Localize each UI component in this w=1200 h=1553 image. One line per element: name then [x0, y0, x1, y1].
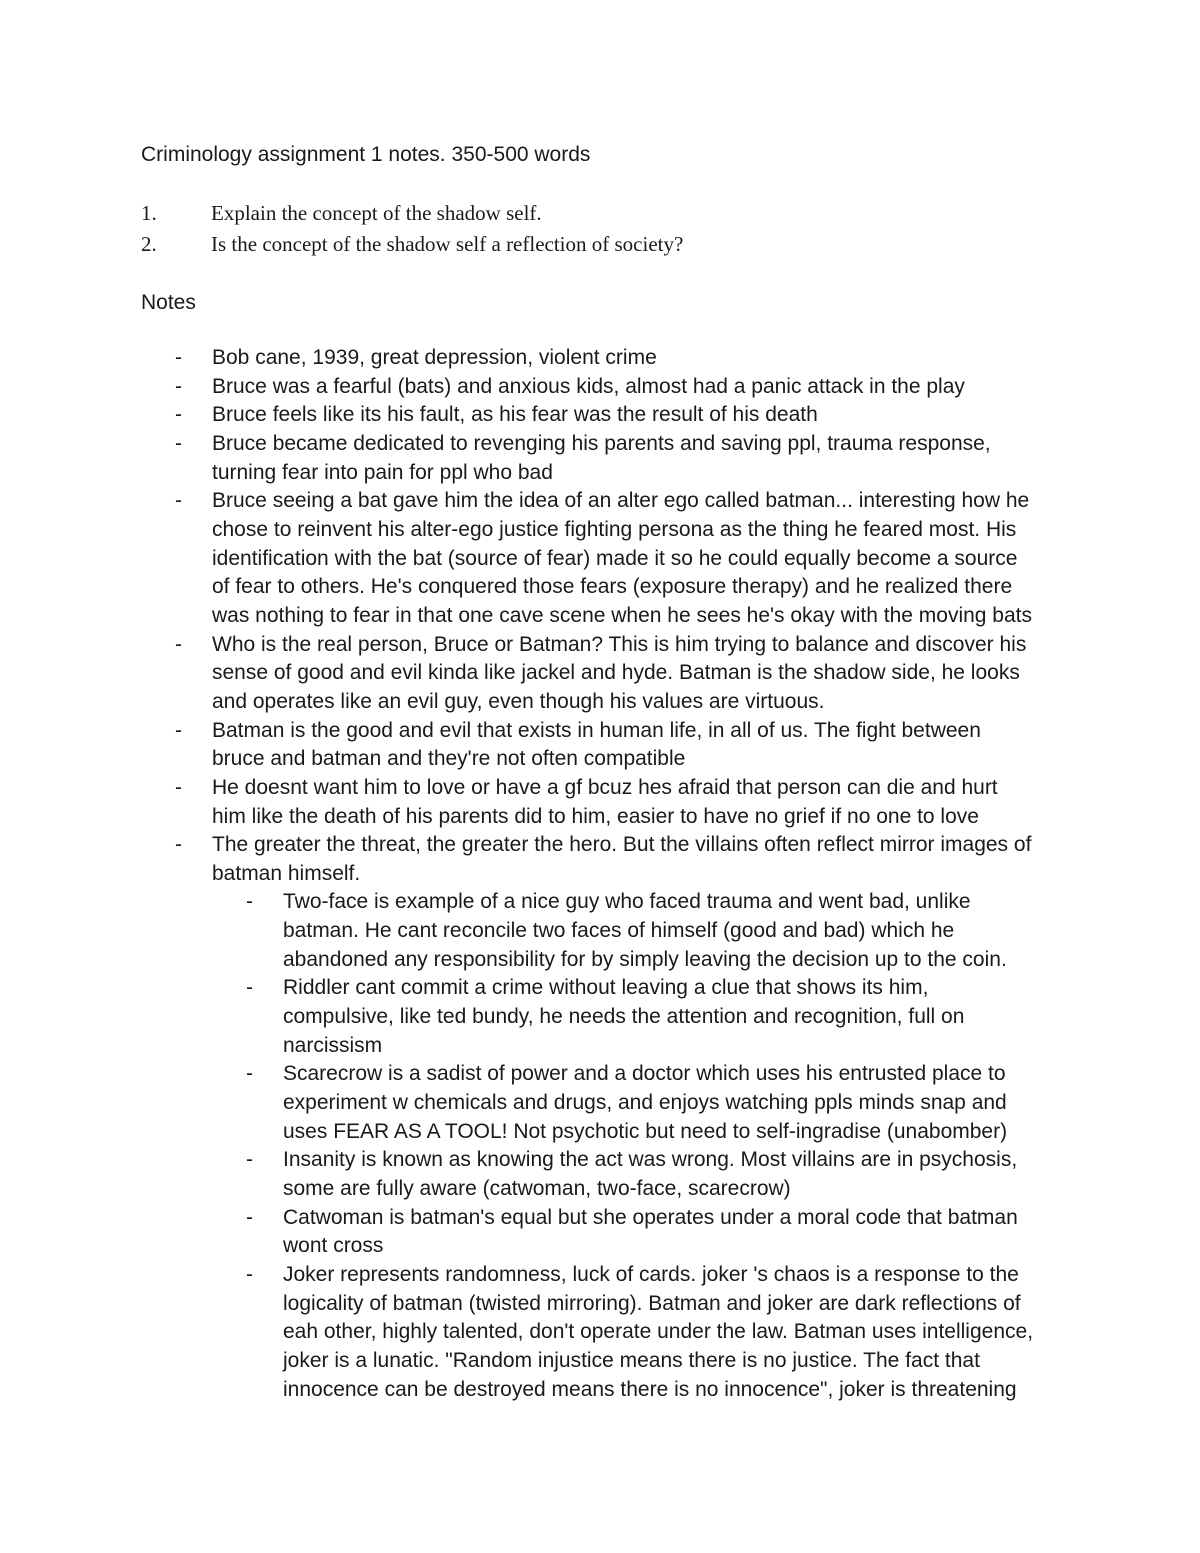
note-text-line: batman himself.: [212, 861, 361, 885]
note-text-line: some are fully aware (catwoman, two-face, scarecrow): [283, 1177, 791, 1201]
question-number: 2.: [141, 232, 157, 256]
bullet-dash: -: [175, 374, 182, 398]
note-text-line: sense of good and evil kinda like jackel and hyde. Batman is the shadow side, he looks: [212, 661, 1020, 685]
note-text-line: Batman is the good and evil that exists in human life, in all of us. The fight between: [212, 718, 981, 742]
sub-note-item: [141, 1060, 1071, 1146]
bullet-dash: -: [175, 775, 182, 799]
bullet-dash: -: [246, 1205, 253, 1229]
bullet-dash: -: [175, 632, 182, 656]
question-item: [141, 229, 1101, 260]
note-text-line: Bruce feels like its his fault, as his fear was the result of his death: [212, 403, 818, 427]
note-text-line: experiment w chemicals and drugs, and enjoys watching ppls minds snap and: [283, 1091, 1007, 1115]
note-text-line: and operates like an evil guy, even though his values are virtuous.: [212, 689, 825, 713]
sub-note-item: [141, 888, 1071, 974]
note-text-line: joker is a lunatic. "Random injustice means there is no justice. The fact that: [283, 1348, 980, 1372]
note-text-line: of fear to others. He's conquered those fears (exposure therapy) and he realized there: [212, 575, 1013, 599]
note-text-line: wont cross: [283, 1234, 384, 1258]
note-text-line: Bruce became dedicated to revenging his parents and saving ppl, trauma response,: [212, 431, 991, 455]
sub-note-item: [141, 1146, 1071, 1203]
sub-note-item: [141, 1204, 1071, 1261]
question-list: [141, 198, 1101, 260]
note-text-line: was nothing to fear in that one cave scene when he sees he's okay with the moving bats: [212, 603, 1033, 627]
note-text-line: abandoned any responsibility for by simply leaving the decision up to the coin.: [283, 947, 1007, 971]
note-text-line: Scarecrow is a sadist of power and a doctor which uses his entrusted place to: [283, 1062, 1006, 1086]
bullet-dash: -: [175, 718, 182, 742]
notes-list: [141, 344, 1071, 1404]
bullet-dash: -: [246, 1062, 253, 1086]
note-text-line: Joker represents randomness, luck of cards. joker 's chaos is a response to the: [283, 1263, 1019, 1286]
note-text-line: logicality of batman (twisted mirroring). Batman and joker are dark reflections of: [283, 1291, 1021, 1315]
note-item: [141, 487, 1071, 630]
note-text-line: Insanity is known as knowing the act was wrong. Most villains are in psychosis,: [283, 1148, 1018, 1172]
note-text-line: identification with the bat (source of fear) made it so he could equally become a source: [212, 546, 1018, 570]
note-text-line: him like the death of his parents did to him, easier to have no grief if no one to love: [212, 804, 979, 828]
note-text-line: narcissism: [283, 1033, 383, 1057]
note-text-line: turning fear into pain for ppl who bad: [212, 460, 553, 484]
note-text-line: Riddler cant commit a crime without leaving a clue that shows its him,: [283, 976, 929, 1000]
question-item: [141, 198, 1101, 229]
note-text-line: chose to reinvent his alter-ego justice fighting persona as the thing he feared most. His: [212, 517, 1017, 541]
note-text-line: He doesnt want him to love or have a gf bcuz hes afraid that person can die and hurt: [212, 775, 998, 799]
notes-heading: Notes: [141, 291, 196, 314]
note-item: [141, 717, 1071, 774]
note-text-line: Bruce was a fearful (bats) and anxious kids, almost had a panic attack in the play: [212, 374, 965, 398]
bullet-dash: -: [246, 976, 253, 1000]
bullet-dash: -: [246, 1263, 253, 1286]
bullet-dash: -: [175, 346, 182, 369]
note-text-line: bruce and batman and they're not often compatible: [212, 747, 686, 771]
bullet-dash: -: [246, 890, 253, 914]
question-number: 1.: [141, 201, 157, 225]
sub-note-item: [141, 974, 1071, 1060]
note-text-line: innocence can be destroyed means there is no innocence", joker is threatening: [283, 1377, 1017, 1401]
bullet-dash: -: [175, 489, 182, 513]
bullet-dash: -: [175, 833, 182, 857]
note-text-line: Who is the real person, Bruce or Batman? This is him trying to balance and discover his: [212, 632, 1027, 656]
question-text: Explain the concept of the shadow self.: [211, 201, 542, 225]
bullet-dash: -: [175, 431, 182, 455]
note-item: [141, 774, 1071, 831]
note-item: [141, 430, 1071, 487]
note-item: [141, 631, 1071, 717]
note-text-line: Bruce seeing a bat gave him the idea of an alter ego called batman... interesting how he: [212, 489, 1030, 513]
note-item: [141, 373, 1071, 402]
bullet-dash: -: [246, 1148, 253, 1172]
document-title: Criminology assignment 1 notes. 350-500 words: [141, 143, 591, 166]
note-item: [141, 401, 1071, 430]
sub-note-item: [141, 1261, 1071, 1404]
note-text-line: eah other, highly talented, don't operate under the law. Batman uses intelligence,: [283, 1320, 1034, 1344]
note-text-line: The greater the threat, the greater the hero. But the villains often reflect mirror images of: [212, 833, 1032, 857]
note-text-line: Bob cane, 1939, great depression, violent crime: [212, 346, 657, 369]
note-text-line: Two-face is example of a nice guy who faced trauma and went bad, unlike: [283, 890, 971, 914]
note-text-line: compulsive, like ted bundy, he needs the attention and recognition, full on: [283, 1005, 965, 1029]
note-text-line: batman. He cant reconcile two faces of himself (good and bad) which he: [283, 919, 955, 943]
question-text: Is the concept of the shadow self a reflection of society?: [211, 232, 684, 256]
bullet-dash: -: [175, 403, 182, 427]
note-item: [141, 344, 1071, 373]
note-item: [141, 831, 1071, 888]
note-text-line: Catwoman is batman's equal but she operates under a moral code that batman: [283, 1205, 1018, 1229]
note-text-line: uses FEAR AS A TOOL! Not psychotic but need to self-ingradise (unabomber): [283, 1119, 1008, 1143]
